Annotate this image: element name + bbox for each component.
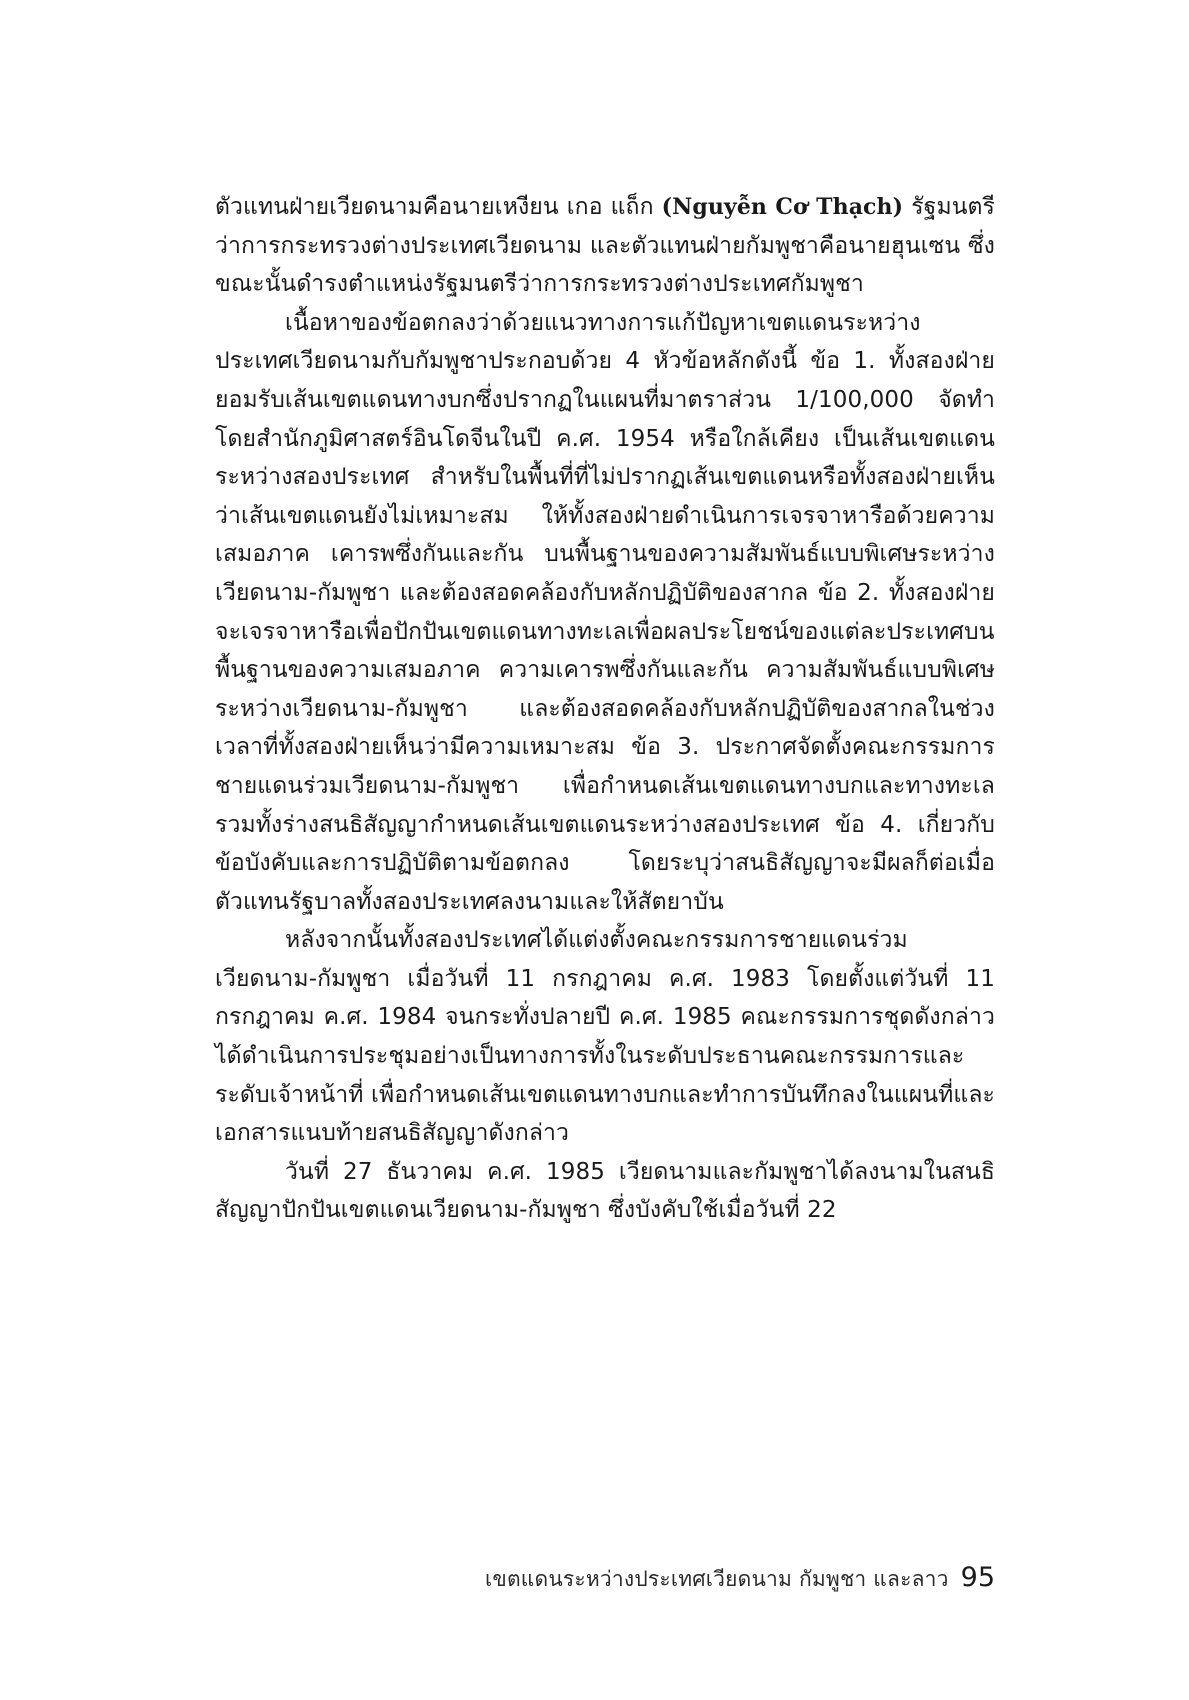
paragraph-2: เนื้อหาของข้อตกลงว่าด้วยแนวทางการแก้ปัญหาเขตแดนระหว่างประเทศเวียดนามกับกัมพูชาประกอบด้วย 4 หัวข้อหลักดังนี้ ข้อ 1. ทั้งสองฝ่ายยอมรับเส้นเขตแดนทางบกซึ่งปรากฏในแผนที่มาตราส่วน 1/100,000 จัดทำโดยสำนักภูมิศาสตร์อินโดจีนในปี ค.ศ. 1954 หรือใกล้เคียง เป็นเส้นเขตแดนระหว่างสองประเทศ สำหรับในพื้นที่ที่ไม่ปรากฏเส้นเขตแดนหรือทั้งสองฝ่ายเห็นว่าเส้นเขตแดนยังไม่เหมาะสม ให้ทั้งสองฝ่ายดำเนินการเจรจาหารือด้วยความเสมอภาค เคารพซึ่งกันและกัน บนพื้นฐานของความสัมพันธ์แบบพิเศษระหว่างเวียดนาม-กัมพูชา และต้องสอดคล้องกับหลักปฏิบัติของสากล ข้อ 2. ทั้งสองฝ่ายจะเจรจาหารือเพื่อปักปันเขตแดนทางทะเลเพื่อผลประโยชน์ของแต่ละประเทศบนพื้นฐานของความเสมอภาค ความเคารพซึ่งกันและกัน ความสัมพันธ์แบบพิเศษระหว่างเวียดนาม-กัมพูชา และต้องสอดคล้องกับหลักปฏิบัติของสากลในช่วงเวลาที่ทั้งสองฝ่ายเห็นว่ามีความเหมาะสม ข้อ 3. ประกาศจัดตั้งคณะกรรมการชายแดนร่วมเวียดนาม-กัมพูชา เพื่อกำหนดเส้นเขตแดนทางบกและทางทะเล รวมทั้งร่างสนธิสัญญากำหนดเส้นเขตแดนระหว่างสองประเทศ ข้อ 4. เกี่ยวกับข้อบังคับและการปฏิบัติตามข้อตกลง โดยระบุว่าสนธิสัญญาจะมีผลก็ต่อเมื่อตัวแทนรัฐบาลทั้งสองประเทศลงนามและให้สัตยาบัน	[215, 309, 995, 915]
vietnamese-name: (Nguyễn Cơ Thạch)	[661, 194, 904, 220]
paragraph-3: หลังจากนั้นทั้งสองประเทศได้แต่งตั้งคณะกรรมการชายแดนร่วมเวียดนาม-กัมพูชา เมื่อวันที่ 11 กรกฎาคม ค.ศ. 1983 โดยตั้งแต่วันที่ 11 กรกฎาคม ค.ศ. 1984 จนกระทั่งปลายปี ค.ศ. 1985 คณะกรรมการชุดดังกล่าวได้ดำเนินการประชุมอย่างเป็นทางการทั้งในระดับประธานคณะกรรมการและระดับเจ้าหน้าที่ เพื่อกำหนดเส้นเขตแดนทางบกและทำการบันทึกลงในแผนที่และเอกสารแนบท้ายสนธิสัญญาดังกล่าว	[215, 927, 995, 1147]
paragraph-4: วันที่ 27 ธันวาคม ค.ศ. 1985 เวียดนามและกัมพูชาได้ลงนามในสนธิสัญญาปักปันเขตแดนเวียดนาม-กัมพูชา ซึ่งบังคับใช้เมื่อวันที่ 22	[215, 1158, 995, 1224]
paragraph-1-text-before: ตัวแทนฝ่ายเวียดนามคือนายเหงียน เกอ แถ็ก	[215, 194, 662, 220]
paragraph-1	[215, 188, 995, 304]
paragraph-1-text-after: รัฐมนตรีว่าการกระทรวงต่างประเทศเวียดนาม และตัวแทนฝ่ายกัมพูชาคือนายฮุนเซน ซึ่งขณะนั้นดำรงตำแหน่งรัฐมนตรีว่าการกระทรวงต่างประเทศกัมพูชา	[215, 194, 996, 298]
running-head: เขตแดนระหว่างประเทศเวียดนาม กัมพูชา และลาว	[485, 1567, 949, 1591]
page-number: 95	[960, 1562, 995, 1593]
body-text	[215, 188, 995, 1230]
page-footer	[215, 1562, 995, 1596]
